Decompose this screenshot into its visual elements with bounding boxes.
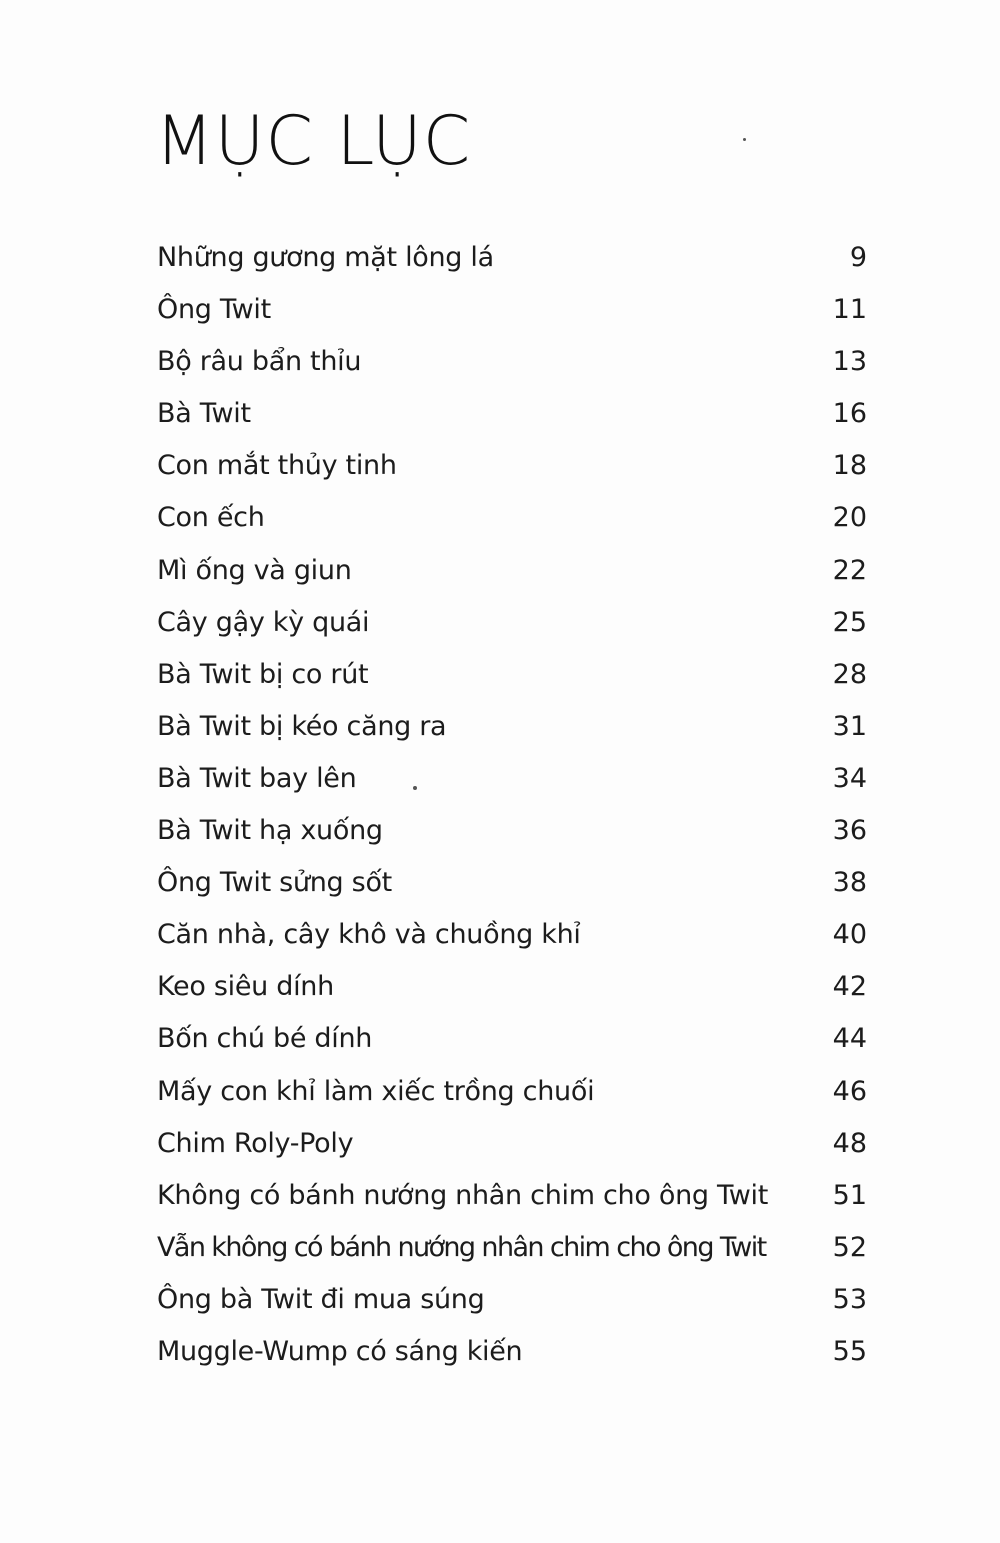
page-title: MỤC LỤC bbox=[155, 102, 472, 181]
toc-entry-page: 25 bbox=[832, 606, 867, 638]
toc-entry-label: Bà Twit bbox=[157, 398, 251, 430]
toc-entry-page: 51 bbox=[832, 1179, 867, 1211]
toc-entry bbox=[157, 1274, 867, 1326]
toc-entry bbox=[157, 701, 867, 753]
paper-speck bbox=[743, 138, 746, 141]
toc-entry bbox=[157, 597, 867, 649]
toc-entry bbox=[157, 232, 867, 284]
toc-entry-page: 44 bbox=[832, 1023, 867, 1055]
toc-entry-label: Chim Roly-Poly bbox=[157, 1127, 354, 1159]
toc-entry bbox=[157, 1222, 867, 1274]
toc-entry bbox=[157, 284, 867, 336]
toc-entry-page: 48 bbox=[832, 1127, 867, 1159]
toc-entry bbox=[157, 1118, 867, 1170]
toc-entry-page: 46 bbox=[832, 1075, 867, 1107]
toc-entry bbox=[157, 649, 867, 701]
toc-entry-page: 18 bbox=[832, 450, 867, 482]
toc-entry bbox=[157, 805, 867, 857]
toc-entry-label: Bà Twit bị kéo căng ra bbox=[157, 710, 447, 742]
toc-entry-label: Bà Twit bị co rút bbox=[157, 658, 369, 690]
toc-entry-label: Căn nhà, cây khô và chuồng khỉ bbox=[157, 919, 581, 951]
toc-entry-page: 22 bbox=[832, 554, 867, 586]
toc-entry-page: 34 bbox=[832, 762, 867, 794]
toc-entry bbox=[157, 753, 867, 805]
toc-entry-label: Mấy con khỉ làm xiếc trồng chuối bbox=[157, 1075, 595, 1107]
toc-entry-label: Bà Twit bay lên bbox=[157, 762, 357, 794]
toc-entry-label: Mì ống và giun bbox=[157, 554, 352, 586]
toc-entry-label: Con ếch bbox=[157, 502, 265, 534]
toc-entry-page: 11 bbox=[832, 294, 867, 326]
toc-entry bbox=[157, 440, 867, 492]
toc-entry-label: Bộ râu bẩn thỉu bbox=[157, 346, 362, 378]
toc-entry-label: Vẫn không có bánh nướng nhân chim cho ông Twit bbox=[157, 1231, 766, 1263]
toc-entry bbox=[157, 1170, 867, 1222]
toc-entry-page: 38 bbox=[832, 867, 867, 899]
toc-entry bbox=[157, 492, 867, 544]
toc-entry bbox=[157, 857, 867, 909]
toc-entry bbox=[157, 1066, 867, 1118]
paper-speck bbox=[413, 786, 417, 790]
toc-entry-label: Ông bà Twit đi mua súng bbox=[157, 1283, 485, 1315]
toc-entry bbox=[157, 388, 867, 440]
toc-entry bbox=[157, 1326, 867, 1378]
toc-entry bbox=[157, 961, 867, 1013]
toc-entry-page: 31 bbox=[832, 710, 867, 742]
toc-entry-label: Ông Twit sửng sốt bbox=[157, 867, 392, 899]
toc-entry-label: Cây gậy kỳ quái bbox=[157, 606, 370, 638]
toc-entry bbox=[157, 545, 867, 597]
toc-entry-label: Keo siêu dính bbox=[157, 971, 334, 1003]
toc-entry-label: Con mắt thủy tinh bbox=[157, 450, 397, 482]
toc-entry-label: Muggle-Wump có sáng kiến bbox=[157, 1335, 523, 1367]
toc-entry-page: 40 bbox=[832, 919, 867, 951]
toc-entry-label: Những gương mặt lông lá bbox=[157, 242, 494, 273]
toc-entry-label: Bốn chú bé dính bbox=[157, 1023, 373, 1055]
toc-entry-page: 13 bbox=[832, 346, 867, 378]
toc-entry-page: 55 bbox=[832, 1335, 867, 1367]
toc-entry-page: 16 bbox=[832, 398, 867, 430]
toc-entry-page: 42 bbox=[832, 971, 867, 1003]
toc-entry-page: 36 bbox=[832, 815, 867, 847]
toc-entry-label: Ông Twit bbox=[157, 294, 271, 326]
toc-entry-page: 52 bbox=[832, 1231, 867, 1263]
table-of-contents bbox=[157, 232, 867, 1378]
toc-entry bbox=[157, 336, 867, 388]
toc-entry-page: 9 bbox=[849, 242, 867, 273]
toc-entry bbox=[157, 909, 867, 961]
toc-entry bbox=[157, 1013, 867, 1065]
toc-entry-page: 20 bbox=[832, 502, 867, 534]
toc-entry-page: 53 bbox=[832, 1283, 867, 1315]
toc-entry-label: Bà Twit hạ xuống bbox=[157, 815, 383, 847]
toc-entry-label: Không có bánh nướng nhân chim cho ông Twit bbox=[157, 1179, 768, 1211]
toc-entry-page: 28 bbox=[832, 658, 867, 690]
